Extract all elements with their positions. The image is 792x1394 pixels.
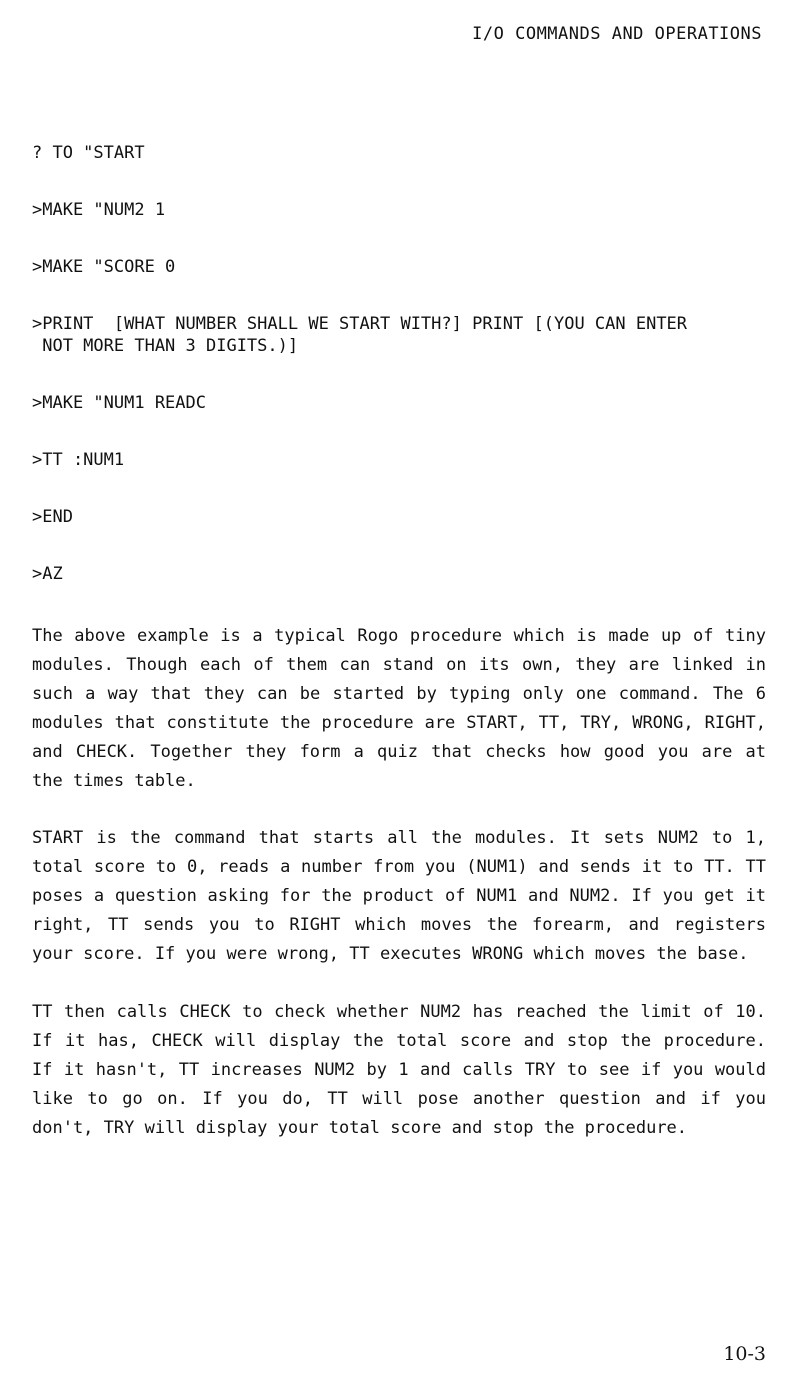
body-paragraph: The above example is a typical Rogo procedure which is made up of tiny modules. Though each of them can stand on its own, they are linked in such a way that they can be started by typing only one command. The 6 modules that constitute the procedure are START, TT, TRY, WRONG, RIGHT, and CHECK. Together they form a quiz that checks how good you are at the times table. [32, 626, 766, 791]
code-line: NOT MORE THAN 3 DIGITS.)] [32, 336, 299, 356]
code-line: >MAKE "SCORE 0 [32, 257, 176, 277]
code-line: >MAKE "NUM1 READC [32, 393, 206, 413]
body-paragraph: START is the command that starts all the modules. It sets NUM2 to 1, total score to 0, reads a number from you (NUM1) and sends it to TT. TT poses a question asking for the product of NUM1 and NUM2. If you get it right, TT sends you to RIGHT which moves the forearm, and registers your score. If you were wrong, TT executes WRONG which moves the base. [32, 828, 766, 964]
code-line: >AZ [32, 564, 63, 584]
page-number: 10-3 [723, 1343, 766, 1365]
code-line: >END [32, 507, 73, 527]
code-line: >TT :NUM1 [32, 450, 125, 470]
code-line: ? TO "START [32, 143, 145, 163]
code-line: >PRINT [WHAT NUMBER SHALL WE START WITH?] PRINT [(YOU CAN ENTER [32, 314, 688, 334]
page-header: I/O COMMANDS AND OPERATIONS [472, 24, 762, 44]
code-line: >MAKE "NUM2 1 [32, 200, 166, 220]
body-paragraph: TT then calls CHECK to check whether NUM2 has reached the limit of 10. If it has, CHECK will display the total score and stop the procedure. If it hasn't, TT increases NUM2 by 1 and calls TRY to see if you would like to go on. If you do, TT will pose another question and if you don't, TRY will display your total score and stop the procedure. [32, 1002, 766, 1138]
code-listing [32, 142, 772, 585]
